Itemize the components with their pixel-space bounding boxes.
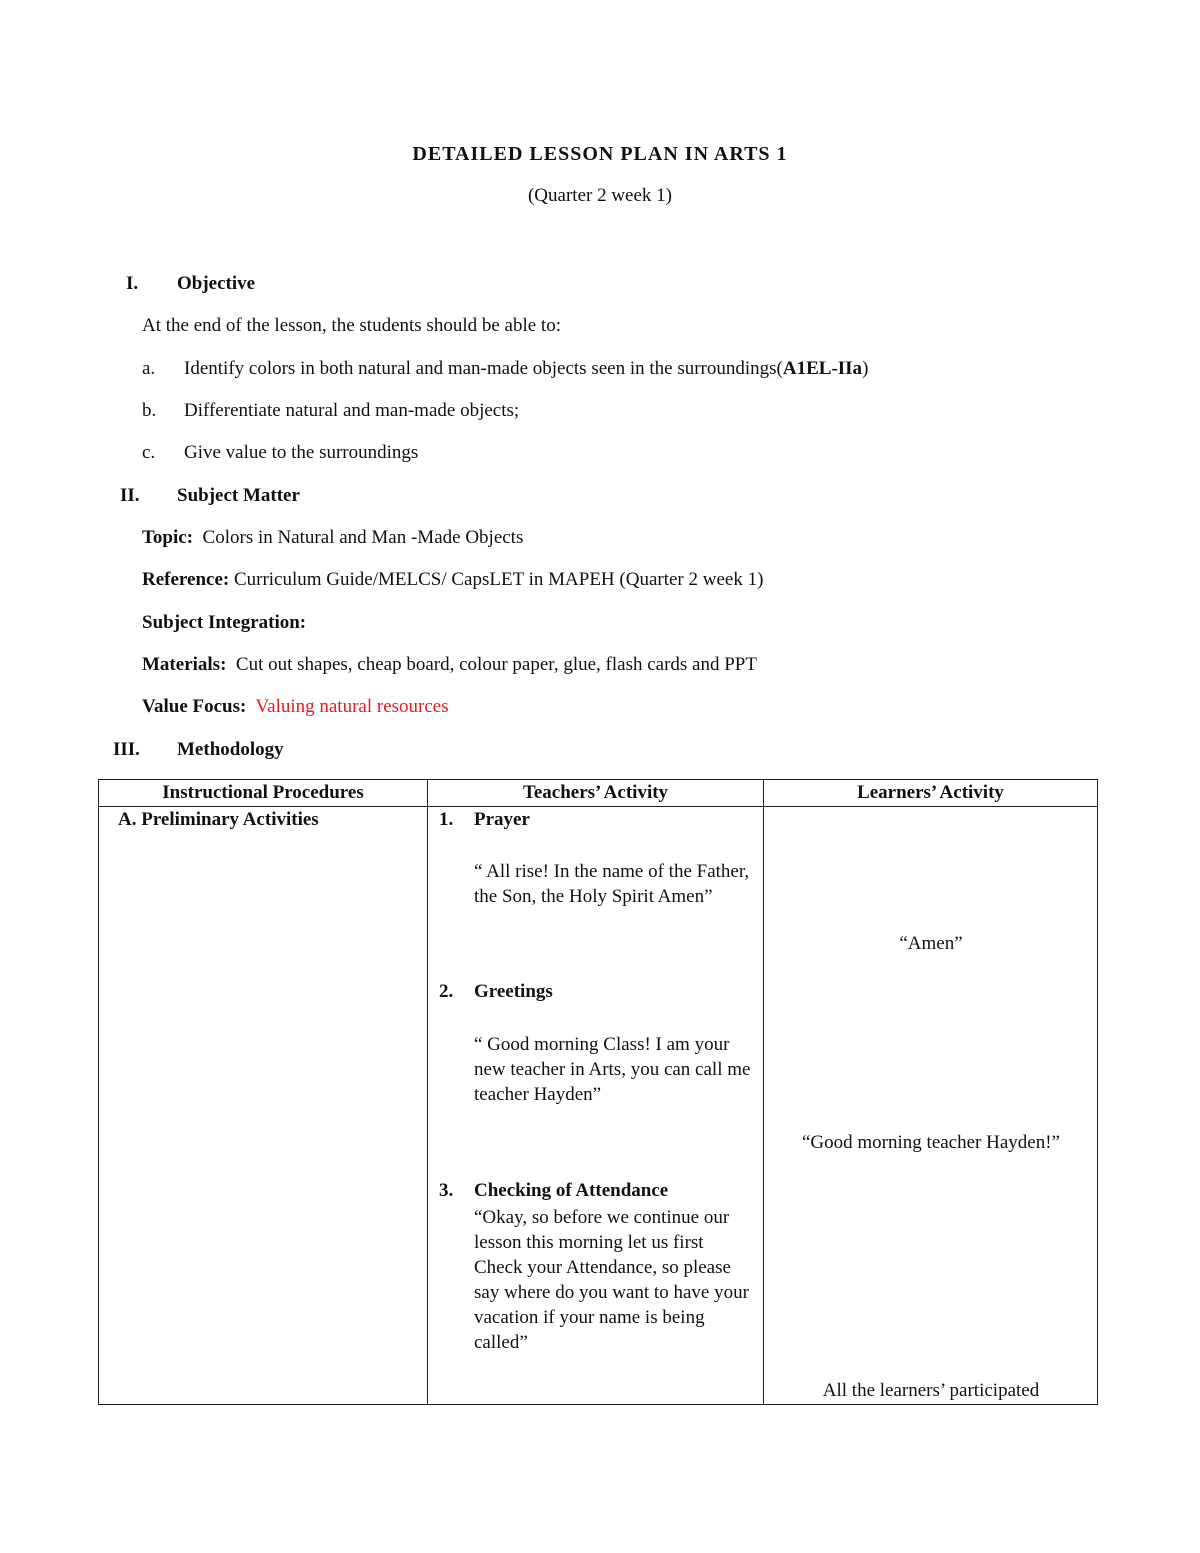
topic-label: Topic: [142, 527, 194, 548]
reference-line [142, 569, 763, 591]
section-heading-subject-matter: Subject Matter [177, 485, 300, 506]
teacher-cell [428, 807, 764, 1405]
value-focus-value: Valuing natural resources [255, 696, 449, 717]
step-1-number: 1. [439, 809, 454, 830]
objective-intro: At the end of the lesson, the students should be able to: [142, 315, 561, 336]
step-2-title: Greetings [474, 981, 553, 1002]
step-2-number: 2. [439, 981, 454, 1002]
step-3-number: 3. [439, 1180, 454, 1201]
materials-label: Materials: [142, 654, 227, 675]
objective-item-c: Give value to the surroundings [184, 442, 419, 463]
reference-label: Reference: [142, 569, 230, 590]
objective-letter-a: a. [142, 358, 156, 379]
section-heading-objective: Objective [177, 273, 256, 294]
objective-item-b: Differentiate natural and man-made objects; [184, 400, 520, 421]
materials-line [142, 654, 757, 676]
materials-value: Cut out shapes, cheap board, colour paper, glue, flash cards and PPT [235, 654, 757, 675]
subject-integration-label: Subject Integration: [142, 612, 307, 633]
page-title: DETAILED LESSON PLAN IN ARTS 1 [412, 143, 788, 165]
procedure-preliminary-activities: A. Preliminary Activities [118, 809, 319, 830]
objective-item-a-code: A1EL-IIa [782, 358, 863, 379]
header-teachers-activity: Teachers’ Activity [428, 780, 764, 807]
step-1-text: “ All rise! In the name of the Father, the Son, the Holy Spirit Amen” [474, 861, 750, 907]
objective-letter-c: c. [142, 442, 156, 463]
section-numeral-objective: I. [126, 273, 139, 294]
methodology-table [98, 779, 1098, 1405]
procedure-cell [99, 807, 428, 1405]
table-row [99, 807, 1098, 1405]
header-learners-activity: Learners’ Activity [764, 780, 1098, 807]
section-numeral-methodology: III. [113, 739, 140, 760]
table-header-row [99, 780, 1098, 807]
objective-item-a-tail: ) [862, 358, 869, 379]
objective-letter-b: b. [142, 400, 157, 421]
section-numeral-subject-matter: II. [120, 485, 140, 506]
step-1-title: Prayer [474, 809, 530, 830]
section-heading-methodology: Methodology [177, 739, 284, 760]
learner-response-attendance: All the learners’ participated [822, 1380, 1040, 1401]
reference-value: Curriculum Guide/MELCS/ CapsLET in MAPEH (Quarter 2 week 1) [233, 569, 764, 590]
objective-item-a-text: Identify colors in both natural and man-made objects seen in the surroundings( [184, 358, 783, 379]
value-focus-line [142, 696, 449, 718]
step-3-text: “Okay, so before we continue our lesson this morning let us first Check your Attendance, so please say where do you want to have your vacation if your name is being called” [474, 1207, 749, 1353]
step-2-text: “ Good morning Class! I am your new teacher in Arts, you can call me teacher Hayden” [474, 1034, 751, 1105]
header-instructional-procedures: Instructional Procedures [99, 780, 428, 807]
learner-response-amen: “Amen” [899, 933, 963, 954]
learner-cell [764, 807, 1098, 1405]
value-focus-label: Value Focus: [142, 696, 247, 717]
topic-line [142, 527, 523, 549]
objective-item-a [184, 358, 868, 380]
learner-response-greeting: “Good morning teacher Hayden!” [802, 1132, 1060, 1153]
topic-value: Colors in Natural and Man -Made Objects [202, 527, 524, 548]
page-subtitle: (Quarter 2 week 1) [527, 185, 672, 206]
step-3-title: Checking of Attendance [474, 1180, 669, 1201]
